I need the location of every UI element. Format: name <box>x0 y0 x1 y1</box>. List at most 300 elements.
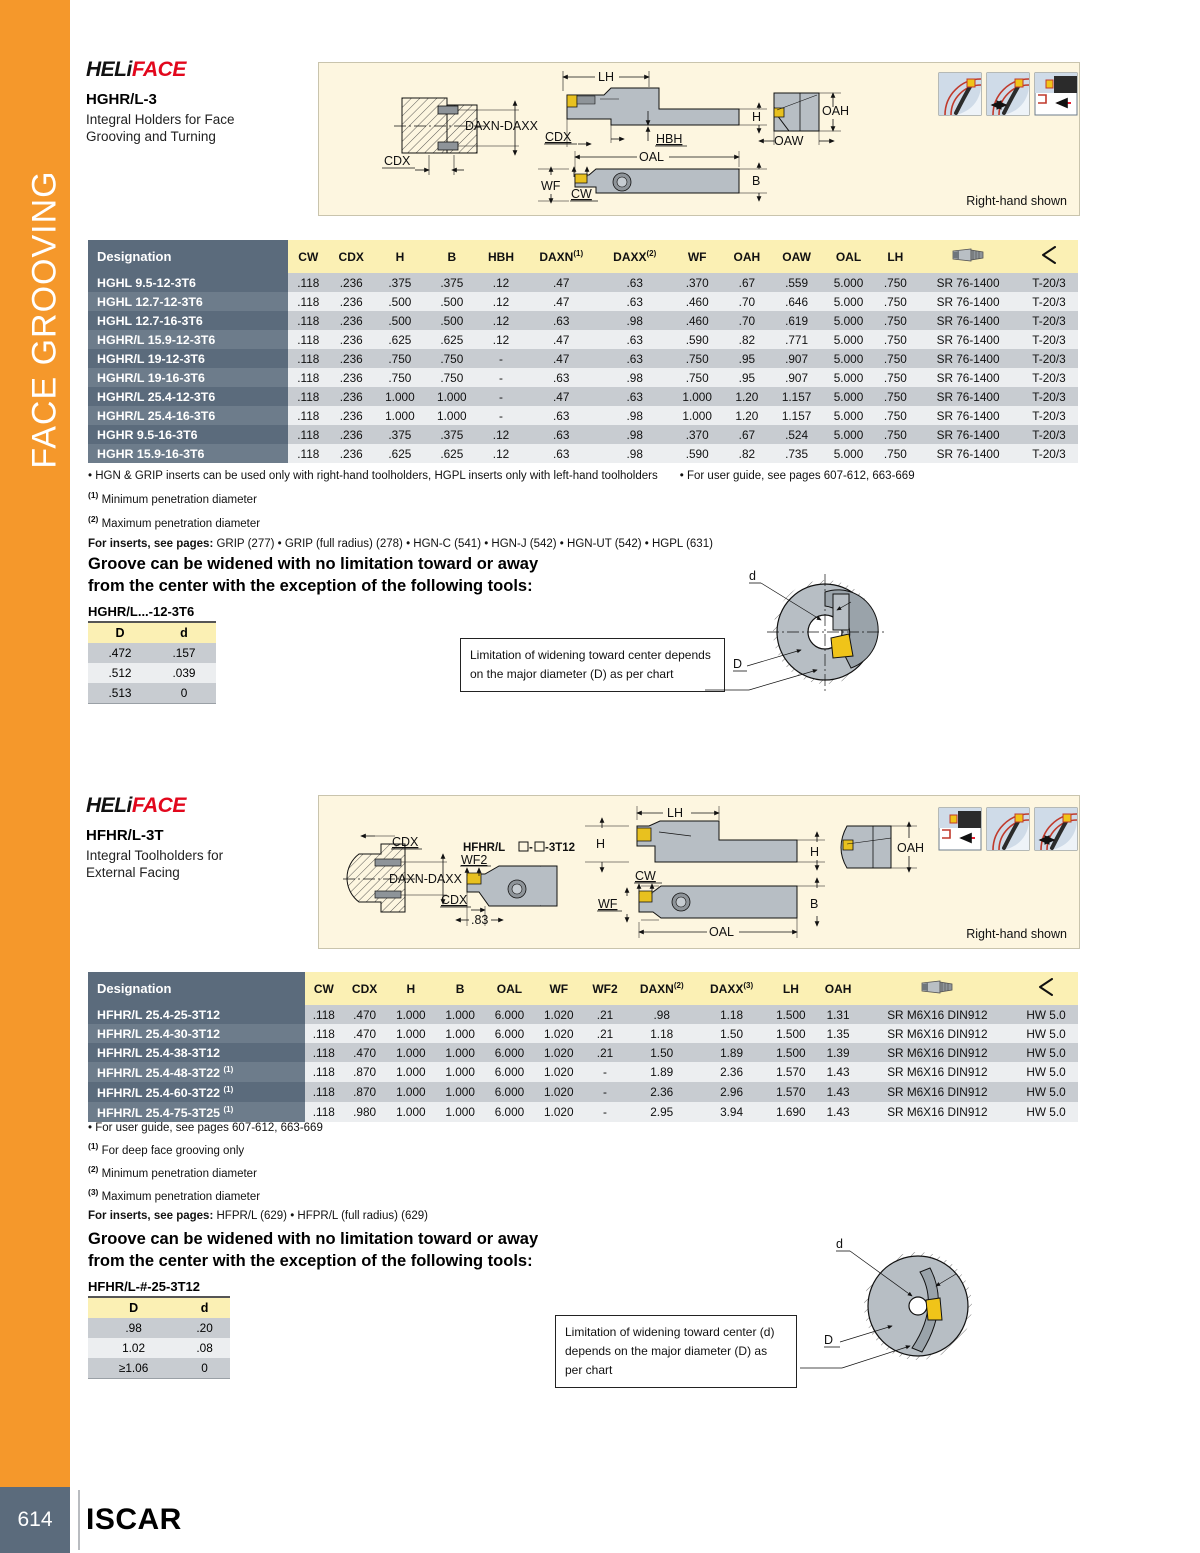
col-header-wrench <box>1020 240 1078 273</box>
svg-text:WF2: WF2 <box>461 853 488 867</box>
svg-text:CDX: CDX <box>392 835 419 849</box>
col-header-wf: WF <box>534 972 583 1005</box>
cell-value: - <box>478 406 524 425</box>
footnote-bullets-row <box>88 468 1078 484</box>
cell-value: .12 <box>478 292 524 311</box>
cell-value: .21 <box>583 1024 626 1043</box>
section1-groove-heading <box>88 553 538 597</box>
cell-value: .646 <box>771 292 823 311</box>
table-row[interactable] <box>88 1024 1078 1043</box>
cell-value: .750 <box>874 273 916 292</box>
cell-value: 1.43 <box>816 1102 861 1122</box>
table-row[interactable] <box>88 330 1078 349</box>
cell-value: .236 <box>329 330 374 349</box>
cell-value: .12 <box>478 273 524 292</box>
cell-designation: HGHR 9.5-16-3T6 <box>88 425 288 444</box>
cell-value: 1.000 <box>386 1043 435 1062</box>
holder-top-view <box>538 150 767 203</box>
cell-value: .750 <box>874 387 916 406</box>
wrench-icon <box>1036 978 1056 996</box>
cell-value: .12 <box>478 330 524 349</box>
cell-value: SR 76-1400 <box>916 406 1020 425</box>
cell-value: SR 76-1400 <box>916 368 1020 387</box>
cell-value: .118 <box>288 292 328 311</box>
screw-icon <box>918 979 956 995</box>
cell-value: 1.50 <box>627 1043 697 1062</box>
cell-value: 1.157 <box>771 387 823 406</box>
cell-value: 6.000 <box>485 1005 534 1024</box>
table-row[interactable] <box>88 1005 1078 1024</box>
cell-value: - <box>478 368 524 387</box>
cell-value: .750 <box>874 311 916 330</box>
table-row[interactable] <box>88 349 1078 368</box>
cell-value: .750 <box>426 368 478 387</box>
cell-value: 5.000 <box>823 349 875 368</box>
cell-value: 6.000 <box>485 1062 534 1082</box>
cell-value: .750 <box>671 368 723 387</box>
cell-value: 1.000 <box>386 1082 435 1102</box>
cell-designation: HFHR/L 25.4-25-3T12 <box>88 1005 305 1024</box>
table-body <box>88 1005 1078 1122</box>
cell-value: .118 <box>305 1102 343 1122</box>
section2-groove-heading <box>88 1228 538 1272</box>
svg-text:D: D <box>824 1333 834 1347</box>
cell-value: .735 <box>771 444 823 463</box>
table-row[interactable] <box>88 406 1078 425</box>
cell-value: .12 <box>478 444 524 463</box>
cell-value: .21 <box>583 1005 626 1024</box>
col-header-designation: Designation <box>88 240 288 273</box>
cell-value: SR M6X16 DIN912 <box>861 1082 1014 1102</box>
dd-table-row <box>88 663 216 683</box>
cell-value: .118 <box>288 349 328 368</box>
cell-value: T-20/3 <box>1020 292 1078 311</box>
cell-designation: HGHR 15.9-16-3T6 <box>88 444 288 463</box>
col-header-daxn: DAXN$^{(1)}$ <box>524 240 598 273</box>
cell-value: .118 <box>288 406 328 425</box>
application-thumbnails-2 <box>939 808 1077 850</box>
cell-value: T-20/3 <box>1020 311 1078 330</box>
cell-value: 1.690 <box>766 1102 815 1122</box>
app-thumb-1 <box>939 73 981 115</box>
logo2-heli-text: HELi <box>86 794 132 817</box>
dd-cell-value: .513 <box>88 683 152 703</box>
cell-value: .47 <box>524 387 598 406</box>
footnote2-bullet-1: • For user guide, see pages 607-612, 663-669 <box>88 1122 323 1134</box>
col-header-screw <box>861 972 1014 1005</box>
cell-value: .590 <box>671 444 723 463</box>
groove2-head-line1: Groove can be widened with no limitation toward or away <box>88 1230 539 1248</box>
dd-table-row <box>88 1358 230 1378</box>
cell-value: .70 <box>723 292 770 311</box>
cell-value: .63 <box>524 311 598 330</box>
cell-value: 1.500 <box>766 1005 815 1024</box>
cell-value: .236 <box>329 444 374 463</box>
svg-text:d: d <box>836 1237 843 1251</box>
col-header-cw: CW <box>305 972 343 1005</box>
cell-value: SR 76-1400 <box>916 387 1020 406</box>
section1-dd-table <box>88 623 216 703</box>
cell-value: 6.000 <box>485 1024 534 1043</box>
table-row[interactable] <box>88 1062 1078 1082</box>
cell-value: 1.000 <box>435 1043 484 1062</box>
cell-designation: HFHR/L 25.4-30-3T12 <box>88 1024 305 1043</box>
cell-value: .47 <box>524 292 598 311</box>
cell-value: .63 <box>598 349 671 368</box>
cell-value: T-20/3 <box>1020 368 1078 387</box>
cell-value: .118 <box>288 330 328 349</box>
workpiece-section-view <box>382 98 539 175</box>
section2-spec-table <box>88 972 1078 1122</box>
cell-value: 1.020 <box>534 1043 583 1062</box>
cell-value: .47 <box>524 273 598 292</box>
cell-value: .12 <box>478 425 524 444</box>
section1-spec-table-wrap <box>88 240 1078 463</box>
col-header-b: B <box>426 240 478 273</box>
col-header-lh: LH <box>874 240 916 273</box>
cell-value: .500 <box>426 311 478 330</box>
cell-value: .236 <box>329 387 374 406</box>
col-header-hbh: HBH <box>478 240 524 273</box>
cell-designation: HGHR/L 19-12-3T6 <box>88 349 288 368</box>
cell-value: SR 76-1400 <box>916 444 1020 463</box>
svg-text:CDX: CDX <box>545 130 572 144</box>
cell-value: .625 <box>374 444 426 463</box>
dd-header-row <box>88 623 216 643</box>
section1-spec-table <box>88 240 1078 463</box>
cell-value: .771 <box>771 330 823 349</box>
section2-right-hand-note: Right-hand shown <box>966 927 1067 941</box>
table-row[interactable] <box>88 1082 1078 1102</box>
section1-footnotes <box>88 468 1078 552</box>
cell-value: .98 <box>598 368 671 387</box>
dd2-bottom-rule <box>88 1378 230 1379</box>
cell-value: .470 <box>343 1043 386 1062</box>
col-header-cw: CW <box>288 240 328 273</box>
table-row[interactable] <box>88 1043 1078 1062</box>
section2-subtitle-line2: External Facing <box>86 865 180 880</box>
table-row[interactable] <box>88 444 1078 463</box>
cell-value: 1.000 <box>426 406 478 425</box>
logo-face-text: FACE <box>131 58 186 81</box>
cell-value: .98 <box>598 406 671 425</box>
cell-value: 5.000 <box>823 444 875 463</box>
cell-value: .236 <box>329 273 374 292</box>
cell-value: 5.000 <box>823 387 875 406</box>
cell-designation: HGHR/L 25.4-16-3T6 <box>88 406 288 425</box>
cell-value: 2.95 <box>627 1102 697 1122</box>
section2-spec-table-wrap <box>88 972 1078 1122</box>
cell-value: - <box>478 349 524 368</box>
cell-value: .21 <box>583 1043 626 1062</box>
cell-value: .750 <box>874 349 916 368</box>
cell-value: 1.020 <box>534 1024 583 1043</box>
cell-value: T-20/3 <box>1020 444 1078 463</box>
section-side-tab <box>0 0 70 1487</box>
cell-value: .907 <box>771 349 823 368</box>
section2-technical-drawing <box>319 796 1079 948</box>
col-header-daxx: DAXX$^{(2)}$ <box>598 240 671 273</box>
cell-value: .118 <box>305 1043 343 1062</box>
section1-title: HGHR/L-3 <box>86 91 157 108</box>
cell-value: .63 <box>598 330 671 349</box>
dd-table-row <box>88 643 216 663</box>
cell-value: .590 <box>671 330 723 349</box>
cell-value: .750 <box>874 444 916 463</box>
inserts-pages: GRIP (277) • GRIP (full radius) (278) • HGN-C (541) • HGN-J (542) • HGN-UT (542) • HGPL (631) <box>216 537 713 550</box>
cell-value: 1.20 <box>723 387 770 406</box>
footnote-inserts-1 <box>88 536 1078 552</box>
cell-value: 1.20 <box>723 406 770 425</box>
cell-value: 1.000 <box>435 1082 484 1102</box>
cell-value: SR M6X16 DIN912 <box>861 1043 1014 1062</box>
cell-value: .118 <box>288 387 328 406</box>
heliface-logo-2 <box>86 794 223 818</box>
svg-text:DAXN-DAXX: DAXN-DAXX <box>389 872 462 886</box>
logo2-face-text: FACE <box>131 794 186 817</box>
cell-value: .98 <box>598 444 671 463</box>
cell-value: .370 <box>671 425 723 444</box>
cell-value: 1.020 <box>534 1082 583 1102</box>
cell-value: 1.000 <box>435 1062 484 1082</box>
col-header-daxn: DAXN$^{(2)}$ <box>627 972 697 1005</box>
groove-head-line1: Groove can be widened with no limitation toward or away <box>88 555 539 573</box>
col-header-b: B <box>435 972 484 1005</box>
section2-groove-diagram <box>800 1228 1040 1393</box>
dd-col-header-D: D <box>88 623 152 643</box>
footnote-inserts-2 <box>88 1208 1078 1224</box>
cell-value: .67 <box>723 273 770 292</box>
cell-value: .67 <box>723 425 770 444</box>
cell-value: .47 <box>524 349 598 368</box>
cell-value: SR 76-1400 <box>916 330 1020 349</box>
cell-value: - <box>583 1082 626 1102</box>
cell-value: .118 <box>288 311 328 330</box>
cell-value: .750 <box>374 368 426 387</box>
cell-value: .470 <box>343 1005 386 1024</box>
inserts-label: For inserts, see pages: <box>88 537 214 550</box>
cell-value: .907 <box>771 368 823 387</box>
cell-value: SR 76-1400 <box>916 349 1020 368</box>
cell-value: .236 <box>329 368 374 387</box>
cell-value: 1.18 <box>697 1005 766 1024</box>
cell-value: .375 <box>374 273 426 292</box>
cell-value: .95 <box>723 349 770 368</box>
dd-header-row <box>88 1298 230 1318</box>
dd-body <box>88 643 216 703</box>
section1-technical-drawing <box>319 63 1079 215</box>
cell-value: .118 <box>288 444 328 463</box>
side-tab-label: FACE GROOVING <box>25 170 64 469</box>
cell-value: .98 <box>598 425 671 444</box>
cell-value: .750 <box>874 292 916 311</box>
cell-value: 6.000 <box>485 1102 534 1122</box>
footnote2-note-2: $^{(2)}$ Minimum penetration diameter <box>88 1163 257 1180</box>
cell-designation: HGHL 12.7-12-3T6 <box>88 292 288 311</box>
cell-value: 1.000 <box>386 1102 435 1122</box>
cell-value: T-20/3 <box>1020 387 1078 406</box>
cell-value: 5.000 <box>823 311 875 330</box>
section1-limitation-callout: Limitation of widening toward center depends on the major diameter (D) as per chart <box>460 638 725 692</box>
cell-value: - <box>583 1062 626 1082</box>
cell-value: - <box>478 387 524 406</box>
cell-value: 2.36 <box>697 1062 766 1082</box>
cell-value: 6.000 <box>485 1082 534 1102</box>
page-number: 614 <box>0 1487 70 1553</box>
cell-value: HW 5.0 <box>1014 1062 1078 1082</box>
cell-value: .870 <box>343 1082 386 1102</box>
cell-value: 1.000 <box>386 1024 435 1043</box>
table-row[interactable] <box>88 311 1078 330</box>
svg-text:H: H <box>810 845 820 859</box>
cell-value: .460 <box>671 292 723 311</box>
cell-value: 1.000 <box>435 1102 484 1122</box>
cell-value: SR 76-1400 <box>916 292 1020 311</box>
svg-text:B: B <box>752 174 761 188</box>
section2-dd-tool-name: HFHR/L-#-25-3T12 <box>88 1279 200 1294</box>
cell-value: 1.35 <box>816 1024 861 1043</box>
table-row[interactable] <box>88 273 1078 292</box>
dd-cell-value: .157 <box>152 643 216 663</box>
cell-value: .63 <box>598 292 671 311</box>
dd-table-row <box>88 1318 230 1338</box>
cell-value: 1.000 <box>374 406 426 425</box>
cell-designation: HGHR/L 25.4-12-3T6 <box>88 387 288 406</box>
cell-value: 5.000 <box>823 425 875 444</box>
table-row[interactable] <box>88 425 1078 444</box>
cell-value: 1.18 <box>627 1024 697 1043</box>
section1-dd-block <box>88 604 216 704</box>
col-header-h: H <box>386 972 435 1005</box>
app-thumb2-2 <box>987 808 1029 850</box>
table-body <box>88 273 1078 463</box>
cell-value: 1.020 <box>534 1102 583 1122</box>
cell-value: 5.000 <box>823 406 875 425</box>
cell-value: 5.000 <box>823 273 875 292</box>
cell-value: .63 <box>598 387 671 406</box>
cell-value: T-20/3 <box>1020 273 1078 292</box>
cell-value: .82 <box>723 330 770 349</box>
dd-body <box>88 1318 230 1378</box>
cell-value: .12 <box>478 311 524 330</box>
table-row[interactable] <box>88 292 1078 311</box>
cell-value: .118 <box>305 1062 343 1082</box>
svg-text:WF: WF <box>598 897 618 911</box>
col-header-lh: LH <box>766 972 815 1005</box>
table-row[interactable] <box>88 368 1078 387</box>
cell-value: .524 <box>771 425 823 444</box>
cell-value: .500 <box>374 311 426 330</box>
cell-value: .375 <box>374 425 426 444</box>
cell-value: .63 <box>524 368 598 387</box>
section1-subtitle-line2: Grooving and Turning <box>86 129 216 144</box>
svg-text:.83: .83 <box>471 913 489 927</box>
svg-text:CDX: CDX <box>384 154 411 168</box>
cell-value: SR M6X16 DIN912 <box>861 1102 1014 1122</box>
col-header-oah: OAH <box>723 240 770 273</box>
cell-value: 5.000 <box>823 292 875 311</box>
dd-table-row <box>88 683 216 703</box>
logo-heli-text: HELi <box>86 58 132 81</box>
cell-value: .70 <box>723 311 770 330</box>
dd-cell-value: .039 <box>152 663 216 683</box>
cell-value: .375 <box>426 273 478 292</box>
cell-value: 1.000 <box>386 1005 435 1024</box>
svg-text:LH: LH <box>598 70 614 84</box>
section2-diagram-panel <box>318 795 1080 949</box>
section2-dd-table <box>88 1298 230 1378</box>
cell-value: 1.000 <box>435 1024 484 1043</box>
cell-value: .118 <box>305 1024 343 1043</box>
section1-right-hand-note: Right-hand shown <box>966 194 1067 208</box>
cell-value: .750 <box>874 406 916 425</box>
cell-value: 1.50 <box>697 1024 766 1043</box>
cell-value: - <box>583 1102 626 1122</box>
cell-value: .236 <box>329 311 374 330</box>
table-row[interactable] <box>88 387 1078 406</box>
svg-text:LH: LH <box>667 806 683 820</box>
holder-side-view <box>544 70 767 147</box>
cell-designation: HFHR/L 25.4-75-3T25 $^{(1)}$ <box>88 1102 305 1122</box>
dd-col-header-d: d <box>152 623 216 643</box>
svg-text:CW: CW <box>635 869 656 883</box>
svg-text:HFHR/L: HFHR/L <box>463 842 506 854</box>
col-header-oal: OAL <box>823 240 875 273</box>
section1-dd-tool-name: HGHR/L...-12-3T6 <box>88 604 195 619</box>
cell-value: T-20/3 <box>1020 349 1078 368</box>
cell-value: 1.000 <box>671 406 723 425</box>
cell-value: 6.000 <box>485 1043 534 1062</box>
dd-cell-value: .512 <box>88 663 152 683</box>
cell-designation: HFHR/L 25.4-60-3T22 $^{(1)}$ <box>88 1082 305 1102</box>
cell-value: 5.000 <box>823 330 875 349</box>
cell-value: 2.36 <box>627 1082 697 1102</box>
cell-value: 1.000 <box>386 1062 435 1082</box>
footnote2-note-3: $^{(3)}$ Maximum penetration diameter <box>88 1186 261 1203</box>
app-thumb2-1 <box>939 808 981 850</box>
cell-value: 1.000 <box>374 387 426 406</box>
svg-text:DAXN-DAXX: DAXN-DAXX <box>465 119 538 133</box>
cell-value: .500 <box>426 292 478 311</box>
dd-cell-value: .20 <box>179 1318 230 1338</box>
col-header-wf: WF <box>671 240 723 273</box>
cell-value: 1.000 <box>426 387 478 406</box>
section1-subtitle-line1: Integral Holders for Face <box>86 112 235 127</box>
col-header-oal: OAL <box>485 972 534 1005</box>
svg-text:OAL: OAL <box>639 150 665 164</box>
cell-value: .118 <box>305 1082 343 1102</box>
inserts-pages-2: HFPR/L (629) • HFPR/L (full radius) (629) <box>216 1210 428 1223</box>
cell-value: .236 <box>329 425 374 444</box>
holder-oah-view-2 <box>841 822 924 872</box>
application-thumbnails <box>939 73 1077 115</box>
cell-value: .236 <box>329 406 374 425</box>
cell-value: 5.000 <box>823 368 875 387</box>
dd-cell-value: ≥1.06 <box>88 1358 179 1378</box>
wrench-icon <box>1039 246 1059 264</box>
cell-value: SR 76-1400 <box>916 311 1020 330</box>
cell-value: SR 76-1400 <box>916 425 1020 444</box>
dd-cell-value: .08 <box>179 1338 230 1358</box>
cell-value: .870 <box>343 1062 386 1082</box>
app-thumb-2 <box>987 73 1029 115</box>
col-header-wrench <box>1014 972 1078 1005</box>
svg-text:H: H <box>752 110 762 124</box>
col-header-oah: OAH <box>816 972 861 1005</box>
section2-header <box>86 794 223 881</box>
svg-text:d: d <box>749 569 756 583</box>
cell-value: 1.020 <box>534 1005 583 1024</box>
